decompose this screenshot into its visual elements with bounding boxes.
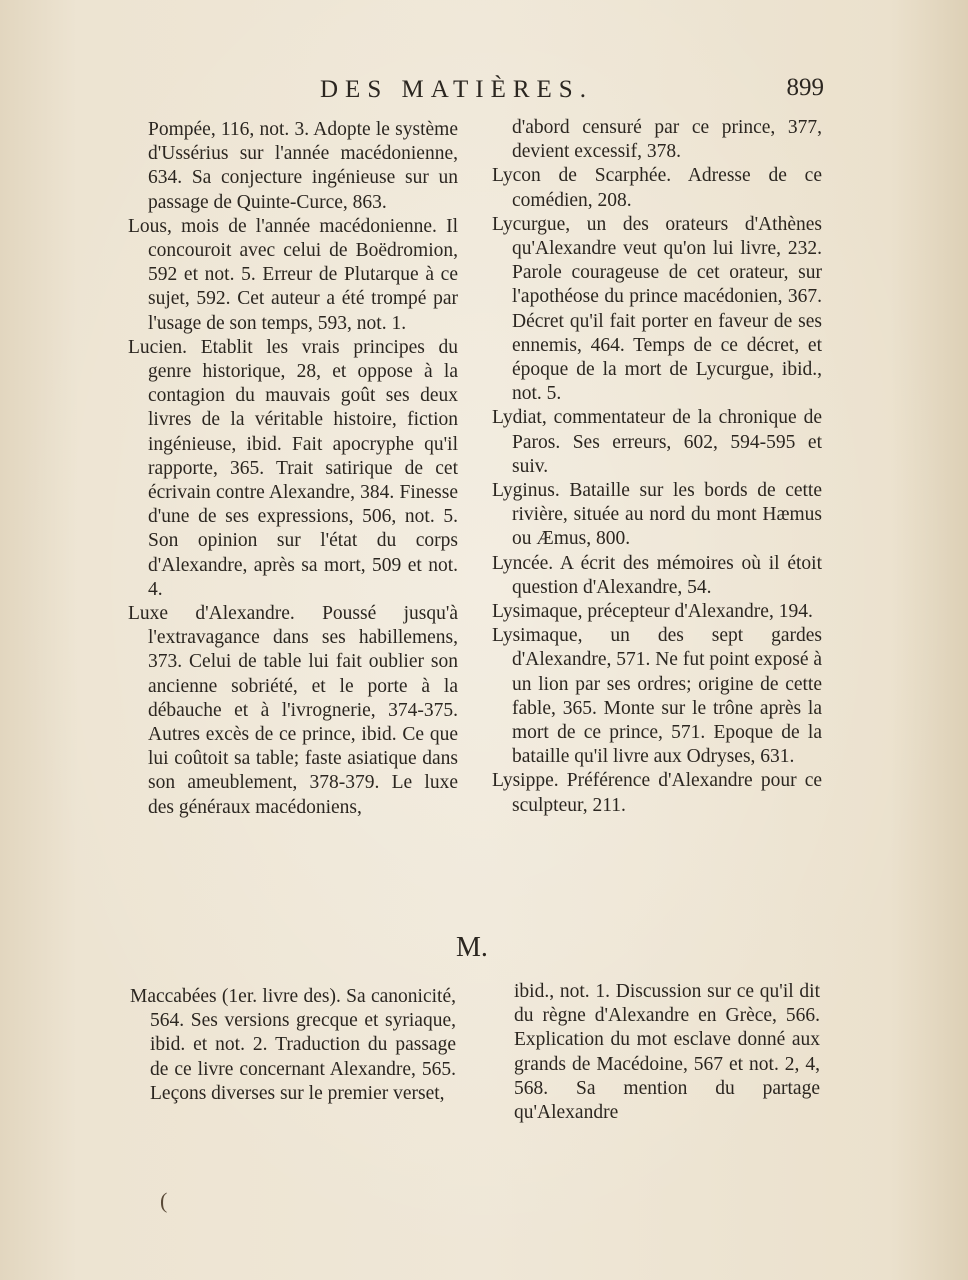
index-entry: Luxe d'Alexandre. Poussé jusqu'à l'extravagance dans ses habillemens, 373. Celui de table lui fait oublier son ancienne sobriété, et le porte à la débauche et à l'ivrognerie, 374-375. Autres excès de ce prince, ibid. Ce que lui coûtoit sa table; faste asiatique dans son ameublement, 378-379. Le luxe des généraux macédoniens, <box>128 603 458 818</box>
index-entry: Lyginus. Bataille sur les bords de cette rivière, située au nord du mont Hæmus ou Æmus, 800. <box>492 480 822 550</box>
index-column-right-bottom <box>494 980 820 1125</box>
index-entry: Lysimaque, un des sept gardes d'Alexandre, 571. Ne fut point exposé à un lion par ses ordres; origine de cette fable, 365. Monte sur le trône après la mort de ce prince, 571. Epoque de la bataille qu'il livre aux Odryses, 631. <box>492 625 823 768</box>
index-entry: Lysimaque, précepteur d'Alexandre, 194. <box>492 601 813 623</box>
page-header <box>0 74 968 108</box>
stray-print-mark: ( <box>160 1188 168 1213</box>
index-entry: Lycurgue, un des orateurs d'Athènes qu'Alexandre veut qu'on lui livre, 232. Parole courageuse de cet orateur, sur l'apothéose du prince macédonien, 367. Décret qu'il fait porter en faveur de ses ennemis, 464. Temps de ce décret, et époque de la mort de Lycurgue, ibid., not. 5. <box>492 213 822 405</box>
index-entry: Lydiat, commentateur de la chronique de Paros. Ses erreurs, 602, 594-595 et suiv. <box>492 407 822 477</box>
page-number: 899 <box>786 74 824 101</box>
running-head: DES MATIÈRES. <box>320 76 593 103</box>
index-entry: Lycon de Scarphée. Adresse de ce comédien, 208. <box>492 165 822 211</box>
index-entry-continuation: ibid., not. 1. Discussion sur ce qu'il dit du règne d'Alexandre en Grèce, 566. Explication du mot esclave donné aux grands de Macédoine, 567 et not. 2, 4, 568. Sa mention du partage qu'Alexandre <box>514 981 820 1124</box>
index-entry-continuation: d'abord censuré par ce prince, 377, devient excessif, 378. <box>512 117 822 163</box>
index-entry: Lyncée. A écrit des mémoires où il étoit question d'Alexandre, 54. <box>492 552 822 598</box>
index-column-right-top <box>492 116 822 818</box>
index-column-left-top <box>128 118 458 820</box>
section-letter-heading: M. <box>456 932 488 963</box>
index-entry: Lucien. Etablit les vrais principes du genre historique, 28, et oppose à la contagion du mauvais goût ses deux livres de la véritable histoire, fiction ingénieuse, ibid. Fait apocryphe qu'il rapporte, 365. Trait satirique de cet écrivain contre Alexandre, 384. Finesse d'une de ses expressions, 506, not. 5. Son opinion sur l'état du corps d'Alexandre, après sa mort, 509 et not. 4. <box>128 336 458 600</box>
index-entry-continuation: Pompée, 116, not. 3. Adopte le système d'Ussérius sur l'année macédonienne, 634. Sa conjecture ingénieuse sur un passage de Quinte-Curce, 863. <box>148 119 458 213</box>
index-entry: Maccabées (1er. livre des). Sa canonicité, 564. Ses versions grecque et syriaque, ibid. et not. 2. Traduction du passage de ce livre concernant Alexandre, 565. Leçons diverses sur le premier verset, <box>130 986 456 1104</box>
index-entry: Lysippe. Préférence d'Alexandre pour ce sculpteur, 211. <box>492 770 822 816</box>
index-entry: Lous, mois de l'année macédonienne. Il concouroit avec celui de Boëdromion, 592 et not. 5. Erreur de Plutarque à ce sujet, 592. Cet auteur a été trompé par l'usage de son temps, 593, not. 1. <box>128 215 458 334</box>
index-column-left-bottom <box>130 985 456 1106</box>
